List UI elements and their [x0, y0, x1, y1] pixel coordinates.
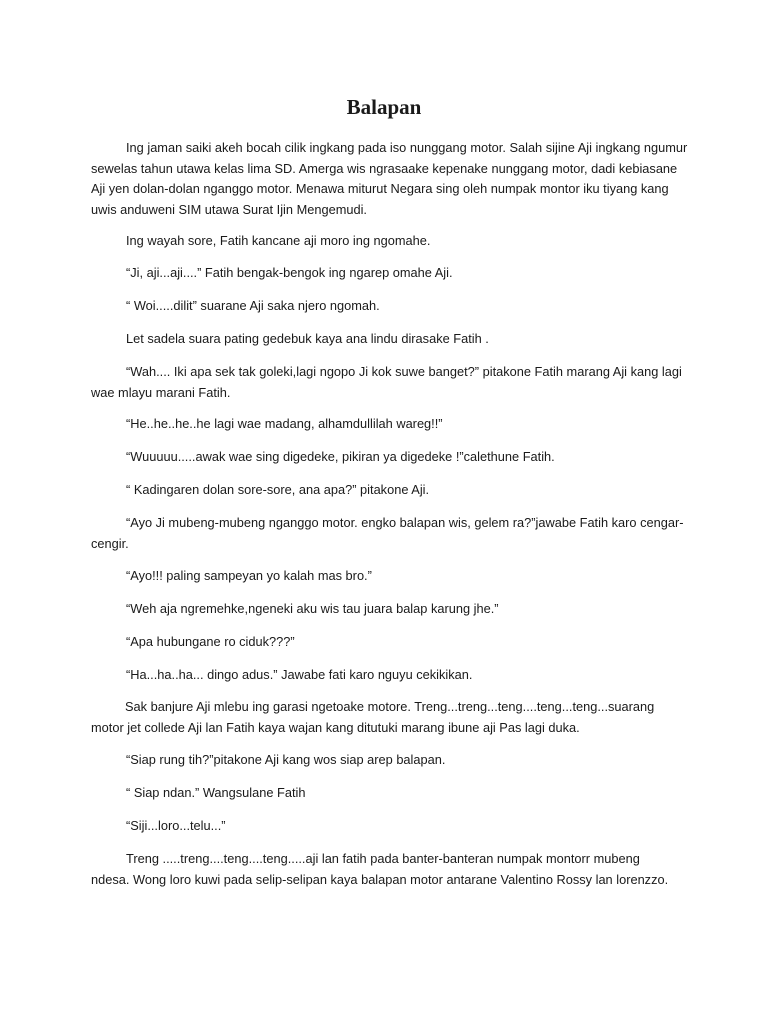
- paragraph-line: Sak banjure Aji mlebu ing garasi ngetoake motore. Treng...treng...teng....teng...teng...suarang: [125, 699, 655, 714]
- paragraph-line: “Wah.... Iki apa sek tak goleki,lagi ngopo Ji kok suwe banget?” pitakone Fatih marang Aji kang lagi: [126, 364, 682, 379]
- paragraph-line: “Wuuuuu.....awak wae sing digedeke, pikiran ya digedeke !”calethune Fatih.: [126, 449, 555, 464]
- paragraph-line: sewelas tahun utawa kelas lima SD. Amerga wis ngrasaake kepenake nunggang motor, dadi kebiasane: [91, 160, 678, 176]
- paragraph: [91, 566, 687, 587]
- paragraph: [91, 697, 687, 738]
- paragraph: [91, 513, 687, 554]
- paragraph-line: Let sadela suara pating gedebuk kaya ana lindu dirasake Fatih .: [126, 331, 489, 346]
- paragraph-line: “Siji...loro...telu...”: [126, 818, 226, 833]
- paragraph-line: Aji yen dolan-dolan nganggo motor. Menawa miturut Negara sing oleh numpak montor iku tiyang kang: [91, 181, 669, 196]
- paragraph: [91, 480, 687, 501]
- paragraph-line: “Ayo!!! paling sampeyan yo kalah mas bro.”: [126, 568, 372, 583]
- paragraph: [91, 783, 687, 804]
- paragraph: [91, 632, 687, 653]
- paragraph-line: “ Kadingaren dolan sore-sore, ana apa?” pitakone Aji.: [126, 482, 430, 497]
- paragraph-line: ndesa. Wong loro kuwi pada selip-selipan kaya balapan motor antarane Valentino Rossy lan lorenzzo.: [91, 871, 669, 887]
- paragraph: [91, 599, 687, 620]
- paragraph: [91, 849, 687, 890]
- paragraph-line: “Ayo Ji mubeng-mubeng nganggo motor. engko balapan wis, gelem ra?”jawabe Fatih karo cengar-: [126, 515, 684, 530]
- paragraph-line: “Siap rung tih?”pitakone Aji kang wos siap arep balapan.: [126, 752, 446, 767]
- paragraph: [91, 138, 687, 220]
- paragraph: [91, 263, 687, 284]
- paragraph-line: Ing wayah sore, Fatih kancane aji moro ing ngomahe.: [126, 233, 431, 248]
- paragraph-line: “He..he..he..he lagi wae madang, alhamdullilah wareg!!”: [126, 416, 443, 431]
- paragraph: [91, 447, 687, 468]
- paragraph-line: “ Woi.....dilit” suarane Aji saka njero ngomah.: [126, 298, 380, 313]
- paragraph: [91, 329, 687, 350]
- paragraph: [91, 231, 687, 252]
- paragraph-line: “Ha...ha..ha... dingo adus.” Jawabe fati karo nguyu cekikikan.: [126, 667, 473, 682]
- paragraph: [91, 816, 687, 837]
- paragraph-line: motor jet collede Aji lan Fatih kaya wajan kang ditutuki marang ibune aji Pas lagi duka.: [91, 719, 580, 735]
- paragraph: [91, 296, 687, 317]
- paragraph-line: Ing jaman saiki akeh bocah cilik ingkang pada iso nunggang motor. Salah sijine Aji ingkang ngumur: [126, 140, 688, 155]
- paragraph-line: uwis anduweni SIM utawa Surat Ijin Mengemudi.: [91, 201, 367, 217]
- paragraph: [91, 750, 687, 771]
- paragraph-line: “ Siap ndan.” Wangsulane Fatih: [126, 785, 306, 800]
- paragraph: [91, 665, 687, 686]
- paragraph-line: “Weh aja ngremehke,ngeneki aku wis tau juara balap karung jhe.”: [126, 601, 499, 616]
- paragraph-line: wae mlayu marani Fatih.: [91, 384, 231, 400]
- paragraph: [91, 362, 687, 403]
- paragraph-line: cengir.: [91, 535, 129, 551]
- paragraph: [91, 414, 687, 435]
- paragraph-line: “Apa hubungane ro ciduk???”: [126, 634, 295, 649]
- paragraph-line: “Ji, aji...aji....” Fatih bengak-bengok ing ngarep omahe Aji.: [126, 265, 453, 280]
- document-title: Balapan: [346, 95, 422, 119]
- paragraph-line: Treng .....treng....teng....teng.....aji lan fatih pada banter-banteran numpak montorr mubeng: [126, 851, 640, 866]
